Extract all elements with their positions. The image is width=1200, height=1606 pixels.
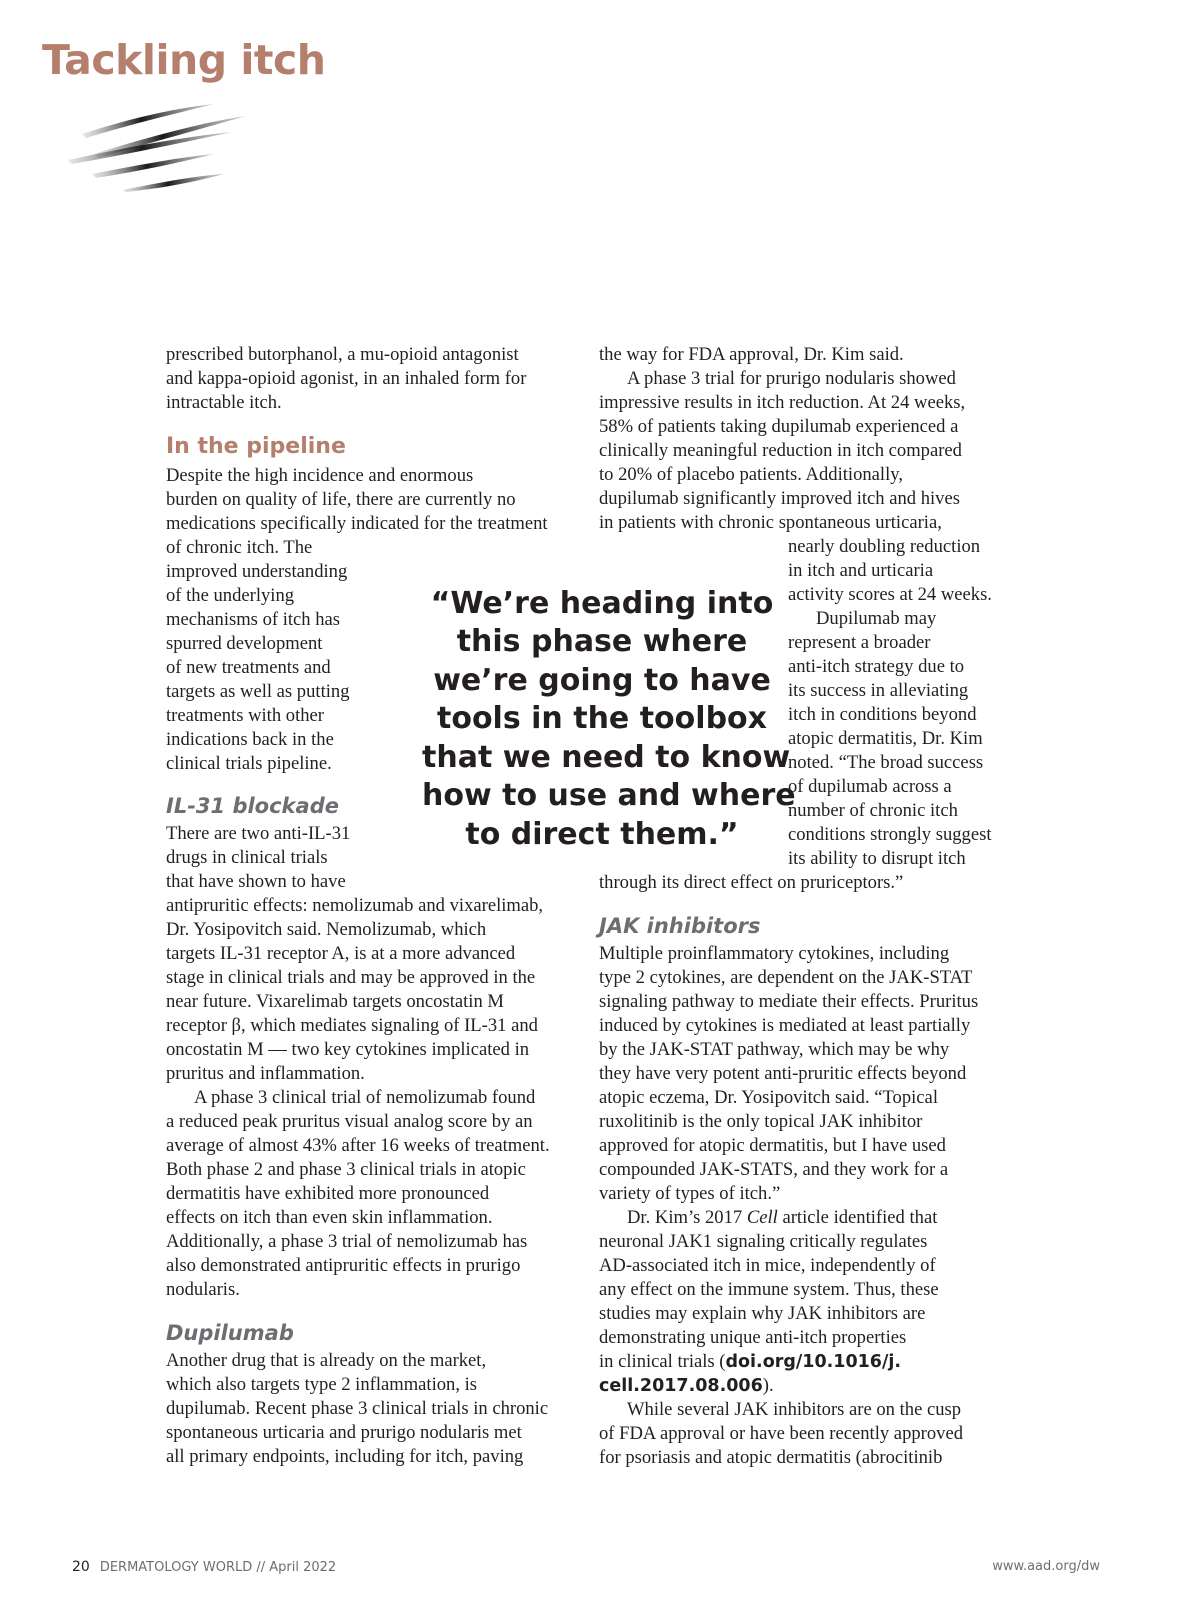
body-line: Dr. Yosipovitch said. Nemolizumab, which [166, 919, 487, 940]
claw-scratch-graphic [64, 102, 254, 194]
doi-link[interactable]: cell.2017.08.006 [599, 1376, 763, 1396]
body-line: 58% of patients taking dupilumab experienced a [599, 416, 959, 437]
body-line: the way for FDA approval, Dr. Kim said. [599, 344, 904, 365]
body-line: all primary endpoints, including for itch, paving [166, 1446, 524, 1467]
body-line: Despite the high incidence and enormous [166, 465, 474, 486]
body-line: Another drug that is already on the market, [166, 1350, 487, 1371]
publication-info: DERMATOLOGY WORLD // April 2022 [99, 1560, 337, 1575]
body-line: pruritus and inflammation. [166, 1063, 365, 1084]
body-line: anti-itch strategy due to [788, 656, 965, 677]
body-line: clinical trials pipeline. [166, 753, 332, 774]
body-line: ruxolitinib is the only topical JAK inhibitor [599, 1111, 923, 1132]
body-line: nearly doubling reduction [788, 536, 981, 557]
body-line: signaling pathway to mediate their effects. Pruritus [599, 991, 979, 1012]
body-line: targets IL-31 receptor A, is at a more advanced [166, 943, 516, 964]
body-line: targets as well as putting [166, 681, 350, 702]
body-line: induced by cytokines is mediated at least partially [599, 1015, 971, 1036]
body-line: demonstrating unique anti-itch properties [599, 1327, 907, 1348]
body-line: near future. Vixarelimab targets oncostatin M [166, 991, 504, 1012]
body-line: A phase 3 trial for prurigo nodularis showed [627, 368, 956, 389]
text-run: Dr. Kim’s 2017 [627, 1207, 747, 1228]
journal-name: Cell [746, 1207, 778, 1228]
body-line: drugs in clinical trials [166, 847, 328, 868]
pull-quote-line: tools in the toolbox [437, 701, 767, 736]
body-line: neuronal JAK1 signaling critically regulates [599, 1231, 928, 1252]
body-line: itch in conditions beyond [788, 704, 977, 725]
pull-quote-line: that we need to know [422, 740, 791, 775]
body-line: Multiple proinflammatory cytokines, including [599, 943, 950, 964]
body-line: in patients with chronic spontaneous urticaria, [599, 512, 942, 533]
pull-quote-line: to direct them.” [465, 817, 739, 852]
body-line [599, 1349, 901, 1374]
body-line: clinically meaningful reduction in itch compared [599, 440, 962, 461]
body-line: antipruritic effects: nemolizumab and vixarelimab, [166, 895, 544, 916]
body-line: conditions strongly suggest [788, 824, 992, 845]
heading-in-the-pipeline: In the pipeline [166, 434, 346, 459]
body-line: of chronic itch. The [166, 537, 313, 558]
body-line: also demonstrated antipruritic effects in prurigo [166, 1255, 521, 1276]
body-line: dupilumab significantly improved itch and hives [599, 488, 960, 509]
pull-quote-line: this phase where [456, 624, 748, 659]
text-run: ). [762, 1375, 774, 1396]
body-line: of new treatments and [166, 657, 331, 678]
body-line: spurred development [166, 633, 323, 654]
body-line: Both phase 2 and phase 3 clinical trials in atopic [166, 1159, 526, 1180]
body-line: which also targets type 2 inflammation, is [166, 1374, 478, 1395]
body-line: of FDA approval or have been recently approved [599, 1423, 963, 1444]
heading-jak-inhibitors: JAK inhibitors [599, 914, 761, 938]
body-line: a reduced peak pruritus visual analog score by an [166, 1111, 533, 1132]
body-line: While several JAK inhibitors are on the cusp [627, 1399, 962, 1420]
section-title: Tackling itch [42, 36, 326, 84]
body-line: receptor β, which mediates signaling of IL-31 and [166, 1015, 538, 1036]
body-line: compounded JAK-STATS, and they work for a [599, 1159, 949, 1180]
body-line: studies may explain why JAK inhibitors are [599, 1303, 926, 1324]
body-line: nodularis. [166, 1279, 240, 1300]
body-line: AD-associated itch in mice, independently of [599, 1255, 936, 1276]
body-line: dupilumab. Recent phase 3 clinical trials in chronic [166, 1398, 549, 1419]
body-line: mechanisms of itch has [166, 609, 341, 630]
body-line: of dupilumab across a [788, 776, 952, 797]
body-line: of the underlying [166, 585, 295, 606]
body-line: spontaneous urticaria and prurigo nodularis met [166, 1422, 522, 1443]
body-line: through its direct effect on pruriceptors.” [599, 872, 904, 893]
text-run: in clinical trials ( [599, 1351, 726, 1372]
heading-dupilumab: Dupilumab [166, 1321, 294, 1345]
footer-left [72, 1557, 336, 1577]
body-line: approved for atopic dermatitis, but I have used [599, 1135, 946, 1156]
body-line: they have very potent anti-pruritic effects beyond [599, 1063, 967, 1084]
body-line: dermatitis have exhibited more pronounced [166, 1183, 490, 1204]
body-line: in itch and urticaria [788, 560, 934, 581]
body-line: any effect on the immune system. Thus, these [599, 1279, 939, 1300]
body-line: stage in clinical trials and may be approved in the [166, 967, 536, 988]
body-line: for psoriasis and atopic dermatitis (abrocitinib [599, 1447, 943, 1468]
body-line: type 2 cytokines, are dependent on the JAK-STAT [599, 967, 973, 988]
body-line: average of almost 43% after 16 weeks of treatment. [166, 1135, 550, 1156]
body-line: impressive results in itch reduction. At 24 weeks, [599, 392, 966, 413]
body-line: improved understanding [166, 561, 348, 582]
body-line: intractable itch. [166, 392, 282, 413]
pull-quote-line: “We’re heading into [430, 586, 774, 621]
body-line: number of chronic itch [788, 800, 958, 821]
body-line: Dupilumab may [816, 608, 937, 629]
doi-link[interactable]: doi.org/10.1016/j. [725, 1352, 902, 1372]
body-line: prescribed butorphanol, a mu-opioid antagonist [166, 344, 519, 365]
body-line: to 20% of placebo patients. Additionally, [599, 464, 903, 485]
body-line: variety of types of itch.” [599, 1183, 781, 1204]
body-line: represent a broader [788, 632, 931, 653]
body-line: its ability to disrupt itch [788, 848, 966, 869]
body-line [599, 1205, 937, 1230]
page-number: 20 [72, 1559, 90, 1575]
body-line: atopic eczema, Dr. Yosipovitch said. “Topical [599, 1087, 938, 1108]
body-line: treatments with other [166, 705, 325, 726]
body-line: medications specifically indicated for the treatment [166, 513, 548, 534]
body-line [599, 1373, 774, 1398]
body-line: activity scores at 24 weeks. [788, 584, 992, 605]
footer-url[interactable]: www.aad.org/dw [992, 1559, 1100, 1574]
body-line: that have shown to have [166, 871, 346, 892]
body-line: indications back in the [166, 729, 334, 750]
body-line: its success in alleviating [788, 680, 969, 701]
body-line: burden on quality of life, there are currently no [166, 489, 516, 510]
text-run: article identified that [777, 1207, 938, 1228]
body-line: noted. “The broad success [788, 752, 984, 773]
body-line: by the JAK-STAT pathway, which may be why [599, 1039, 950, 1060]
body-line: A phase 3 clinical trial of nemolizumab found [194, 1087, 536, 1108]
body-line: oncostatin M — two key cytokines implicated in [166, 1039, 530, 1060]
heading-il31-blockade: IL-31 blockade [166, 794, 339, 818]
body-line: There are two anti-IL-31 [166, 823, 351, 844]
body-line: Additionally, a phase 3 trial of nemolizumab has [166, 1231, 528, 1252]
body-line: atopic dermatitis, Dr. Kim [788, 728, 983, 749]
body-line: effects on itch than even skin inflammation. [166, 1207, 493, 1228]
pull-quote-line: we’re going to have [433, 663, 771, 698]
pull-quote-line: how to use and where [422, 778, 796, 813]
body-line: and kappa-opioid agonist, in an inhaled form for [166, 368, 527, 389]
